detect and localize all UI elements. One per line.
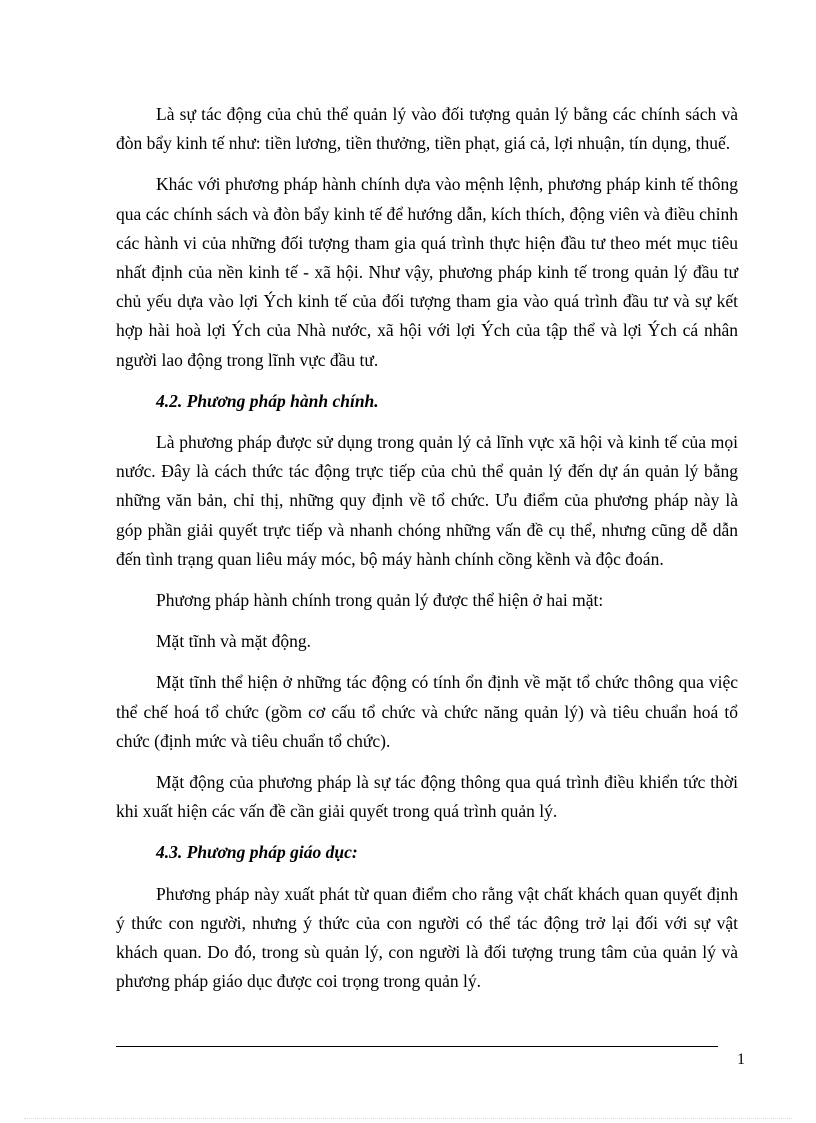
paragraph-administrative-method-definition: Là phương pháp được sử dụng trong quản lý cả lĩnh vực xã hội và kinh tế của mọi nước. Đây là cách thức tác động trực tiếp của chủ thể quản lý đến dự án quản lý bằng những văn bản, chỉ thị, những quy định về tổ chức. Ưu điểm của phương pháp này là góp phần giải quyết trực tiếp và nhanh chóng những vấn đề cụ thể, nhưng cũng dễ dẫn đến tình trạng quan liêu máy móc, bộ máy hành chính cồng kềnh và độc đoán. — [116, 432, 738, 569]
paragraph-static-aspect: Mặt tĩnh thể hiện ở những tác động có tính ổn định về mặt tổ chức thông qua việc thể chế hoá tổ chức (gồm cơ cấu tổ chức và chức năng quản lý) và tiêu chuẩn hoá tổ chức (định mức và tiêu chuẩn tổ chức). — [116, 672, 738, 751]
page-number: 1 — [737, 1051, 745, 1068]
page-bottom-edge — [24, 1118, 792, 1119]
document-body — [116, 100, 738, 1008]
paragraph-economic-method-definition: Là sự tác động của chủ thể quản lý vào đối tượng quản lý bằng các chính sách và đòn bẩy kinh tế như: tiền lương, tiền thưởng, tiền phạt, giá cả, lợi nhuận, tín dụng, thuế. — [116, 104, 738, 154]
paragraph-economic-method-comparison: Khác với phương pháp hành chính dựa vào mệnh lệnh, phương pháp kinh tế thông qua các chính sách và đòn bẩy kinh tế để hướng dẫn, kích thích, động viên và điều chỉnh các hành vi của những đối tượng tham gia quá trình thực hiện đầu tư theo mét mục tiêu nhất định của nền kinh tế - xã hội. Như vậy, phương pháp kinh tế trong quản lý đầu tư chủ yếu dựa vào lợi Ých kinh tế của đối tượng tham gia vào quá trình đầu tư và sự kết hợp hài hoà lợi Ých của Nhà nước, xã hội với lợi Ých của tập thể và lợi Ých cá nhân người lao động trong lĩnh vực đầu tư. — [116, 174, 738, 370]
paragraph-administrative-two-aspects: Phương pháp hành chính trong quản lý được thể hiện ở hai mặt: — [156, 590, 604, 611]
footer-divider — [116, 1046, 718, 1047]
paragraph-education-method-definition: Phương pháp này xuất phát từ quan điểm cho rằng vật chất khách quan quyết định ý thức con người, nhưng ý thức của con người có thể tác động trở lại đối với sự vật khách quan. Do đó, trong sù quản lý, con người là đối tượng trung tâm của quản lý và phương pháp giáo dục được coi trọng trong quản lý. — [116, 883, 738, 992]
paragraph-dynamic-aspect: Mặt động của phương pháp là sự tác động thông qua quá trình điều khiển tức thời khi xuất hiện các vấn đề cần giải quyết trong quá trình quản lý. — [116, 772, 738, 822]
paragraph-static-dynamic: Mặt tĩnh và mặt động. — [156, 631, 312, 652]
section-heading-administrative-method: 4.2. Phương pháp hành chính. — [156, 390, 379, 411]
section-heading-education-method: 4.3. Phương pháp giáo dục: — [156, 842, 358, 863]
